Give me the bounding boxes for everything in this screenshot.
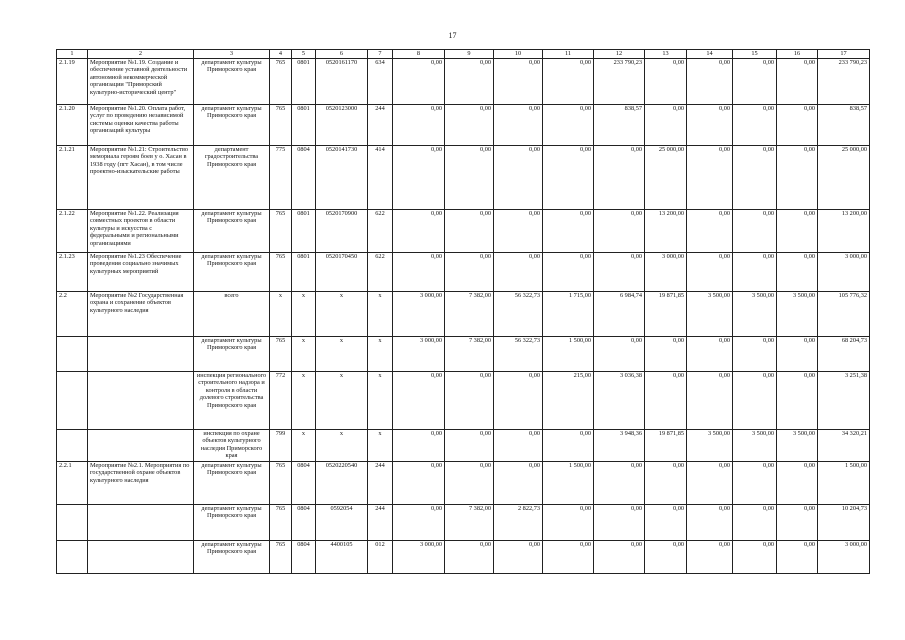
row-code-cell <box>57 371 88 429</box>
row-ministry-code-cell: 765 <box>270 252 292 291</box>
page-number: 17 <box>448 31 457 40</box>
row-code-cell: 2.2 <box>57 291 88 336</box>
row-name-cell <box>88 336 194 371</box>
row-amount-cell: 0,00 <box>687 104 733 145</box>
row-amount-cell: 56 322,73 <box>494 336 543 371</box>
column-header: 10 <box>494 50 543 59</box>
row-executor-cell: инспекция по охране объектов культурного наследия Приморского края <box>194 429 270 461</box>
column-header: 14 <box>687 50 733 59</box>
row-ministry-code-cell: 765 <box>270 461 292 504</box>
row-amount-cell: 0,00 <box>594 145 645 209</box>
row-amount-cell: 0,00 <box>393 209 445 252</box>
row-expense-type-cell: 012 <box>368 540 393 573</box>
row-expense-type-cell: 244 <box>368 461 393 504</box>
row-expense-type-cell: 414 <box>368 145 393 209</box>
table-row <box>57 252 870 291</box>
column-header: 8 <box>393 50 445 59</box>
row-executor-cell: департамент культуры Приморского края <box>194 209 270 252</box>
row-name-cell: Мероприятие №1.22. Реализация совместных проектов в области культуры и искусства с федеральными и региональными организациями <box>88 209 194 252</box>
row-amount-cell: 0,00 <box>687 371 733 429</box>
row-amount-cell: 0,00 <box>687 504 733 540</box>
row-amount-cell: 0,00 <box>594 252 645 291</box>
row-amount-cell: 0,00 <box>777 336 818 371</box>
column-header: 16 <box>777 50 818 59</box>
row-expense-type-cell: x <box>368 429 393 461</box>
row-amount-cell: 0,00 <box>594 209 645 252</box>
row-amount-cell: 0,00 <box>645 336 687 371</box>
row-section-code-cell: x <box>292 371 316 429</box>
row-ministry-code-cell: 765 <box>270 540 292 573</box>
row-amount-cell: 838,57 <box>594 104 645 145</box>
row-target-article-cell: 0520123000 <box>316 104 368 145</box>
row-amount-cell: 2 822,73 <box>494 504 543 540</box>
row-amount-cell: 0,00 <box>687 540 733 573</box>
row-amount-cell: 0,00 <box>393 429 445 461</box>
table-row <box>57 104 870 145</box>
row-section-code-cell: 0801 <box>292 58 316 104</box>
table-row <box>57 58 870 104</box>
row-amount-cell: 0,00 <box>733 540 777 573</box>
row-amount-cell: 0,00 <box>733 336 777 371</box>
row-amount-cell: 0,00 <box>494 429 543 461</box>
row-name-cell <box>88 429 194 461</box>
row-amount-cell: 3 948,36 <box>594 429 645 461</box>
row-amount-cell: 0,00 <box>494 104 543 145</box>
row-amount-cell: 0,00 <box>445 371 494 429</box>
row-amount-cell: 0,00 <box>494 371 543 429</box>
row-target-article-cell: x <box>316 371 368 429</box>
row-amount-cell: 3 500,00 <box>777 429 818 461</box>
row-amount-cell: 0,00 <box>645 540 687 573</box>
row-target-article-cell: 0520170450 <box>316 252 368 291</box>
row-amount-cell: 0,00 <box>733 58 777 104</box>
row-section-code-cell: x <box>292 336 316 371</box>
table-row <box>57 336 870 371</box>
row-code-cell <box>57 540 88 573</box>
row-expense-type-cell: 244 <box>368 104 393 145</box>
column-header: 13 <box>645 50 687 59</box>
row-amount-cell: 0,00 <box>594 336 645 371</box>
row-section-code-cell: 0801 <box>292 104 316 145</box>
column-header: 12 <box>594 50 645 59</box>
row-amount-cell: 3 000,00 <box>818 540 870 573</box>
row-amount-cell: 105 776,32 <box>818 291 870 336</box>
row-expense-type-cell: x <box>368 291 393 336</box>
row-amount-cell: 0,00 <box>687 209 733 252</box>
row-amount-cell: 0,00 <box>393 504 445 540</box>
row-code-cell: 2.1.23 <box>57 252 88 291</box>
row-amount-cell: 233 790,23 <box>818 58 870 104</box>
row-amount-cell: 0,00 <box>645 371 687 429</box>
row-amount-cell: 0,00 <box>687 336 733 371</box>
budget-table <box>56 49 870 574</box>
row-section-code-cell: x <box>292 429 316 461</box>
row-executor-cell: департамент культуры Приморского края <box>194 540 270 573</box>
row-amount-cell: 0,00 <box>543 209 594 252</box>
row-executor-cell: всего <box>194 291 270 336</box>
row-executor-cell: департамент культуры Приморского края <box>194 252 270 291</box>
row-target-article-cell: x <box>316 336 368 371</box>
row-amount-cell: 1 715,00 <box>543 291 594 336</box>
row-amount-cell: 3 000,00 <box>393 540 445 573</box>
row-expense-type-cell: x <box>368 371 393 429</box>
row-amount-cell: 0,00 <box>777 209 818 252</box>
row-code-cell <box>57 336 88 371</box>
row-amount-cell: 19 871,85 <box>645 429 687 461</box>
row-amount-cell: 0,00 <box>687 461 733 504</box>
row-amount-cell: 1 500,00 <box>543 461 594 504</box>
row-expense-type-cell: 244 <box>368 504 393 540</box>
row-amount-cell: 0,00 <box>393 252 445 291</box>
row-amount-cell: 0,00 <box>393 145 445 209</box>
row-amount-cell: 3 500,00 <box>777 291 818 336</box>
row-target-article-cell: 0520141730 <box>316 145 368 209</box>
row-ministry-code-cell: 765 <box>270 336 292 371</box>
row-section-code-cell: 0801 <box>292 209 316 252</box>
row-amount-cell: 0,00 <box>645 461 687 504</box>
row-expense-type-cell: 622 <box>368 252 393 291</box>
column-header: 1 <box>57 50 88 59</box>
row-amount-cell: 0,00 <box>445 429 494 461</box>
column-header: 11 <box>543 50 594 59</box>
row-amount-cell: 0,00 <box>733 252 777 291</box>
column-header: 17 <box>818 50 870 59</box>
row-name-cell: Мероприятие №2.1. Мероприятия по государственной охране объектов культурного наследия <box>88 461 194 504</box>
row-amount-cell: 0,00 <box>733 209 777 252</box>
table-row <box>57 209 870 252</box>
row-target-article-cell: x <box>316 429 368 461</box>
row-executor-cell: департамент культуры Приморского края <box>194 336 270 371</box>
row-amount-cell: 0,00 <box>393 58 445 104</box>
row-amount-cell: 3 000,00 <box>818 252 870 291</box>
row-ministry-code-cell: 765 <box>270 209 292 252</box>
row-expense-type-cell: 634 <box>368 58 393 104</box>
row-executor-cell: департамент культуры Приморского края <box>194 461 270 504</box>
row-name-cell: Мероприятие №1.19. Создание и обеспечение уставной деятельности автономной некоммерческой организации "Приморский культурно-исторический центр" <box>88 58 194 104</box>
row-amount-cell: 1 500,00 <box>818 461 870 504</box>
row-amount-cell: 0,00 <box>543 252 594 291</box>
row-amount-cell: 0,00 <box>645 104 687 145</box>
row-amount-cell: 0,00 <box>543 145 594 209</box>
row-amount-cell: 0,00 <box>733 504 777 540</box>
row-target-article-cell: 0520170900 <box>316 209 368 252</box>
row-amount-cell: 0,00 <box>494 461 543 504</box>
row-amount-cell: 1 500,00 <box>543 336 594 371</box>
row-amount-cell: 0,00 <box>445 58 494 104</box>
row-amount-cell: 25 000,00 <box>818 145 870 209</box>
row-amount-cell: 0,00 <box>687 145 733 209</box>
table-row <box>57 540 870 573</box>
row-amount-cell: 13 200,00 <box>645 209 687 252</box>
row-amount-cell: 7 382,00 <box>445 336 494 371</box>
row-target-article-cell: 4400105 <box>316 540 368 573</box>
row-amount-cell: 3 500,00 <box>687 429 733 461</box>
row-ministry-code-cell: 765 <box>270 504 292 540</box>
row-code-cell: 2.1.21 <box>57 145 88 209</box>
row-name-cell <box>88 504 194 540</box>
row-target-article-cell: 0520220540 <box>316 461 368 504</box>
row-expense-type-cell: 622 <box>368 209 393 252</box>
row-amount-cell: 7 382,00 <box>445 504 494 540</box>
row-executor-cell: департамент культуры Приморского края <box>194 104 270 145</box>
row-amount-cell: 0,00 <box>777 371 818 429</box>
row-code-cell <box>57 504 88 540</box>
row-code-cell: 2.1.19 <box>57 58 88 104</box>
row-expense-type-cell: x <box>368 336 393 371</box>
row-amount-cell: 0,00 <box>594 540 645 573</box>
row-target-article-cell: 0592054 <box>316 504 368 540</box>
row-amount-cell: 838,57 <box>818 104 870 145</box>
table-body <box>57 58 870 573</box>
row-amount-cell: 0,00 <box>594 461 645 504</box>
row-amount-cell: 0,00 <box>445 104 494 145</box>
row-code-cell <box>57 429 88 461</box>
row-ministry-code-cell: 799 <box>270 429 292 461</box>
row-amount-cell: 0,00 <box>445 252 494 291</box>
row-amount-cell: 0,00 <box>733 461 777 504</box>
row-amount-cell: 0,00 <box>445 209 494 252</box>
row-amount-cell: 0,00 <box>594 504 645 540</box>
table-row <box>57 461 870 504</box>
row-amount-cell: 3 000,00 <box>393 336 445 371</box>
row-amount-cell: 25 000,00 <box>645 145 687 209</box>
row-executor-cell: департамент культуры Приморского края <box>194 504 270 540</box>
row-amount-cell: 34 320,21 <box>818 429 870 461</box>
column-header: 9 <box>445 50 494 59</box>
row-section-code-cell: 0804 <box>292 504 316 540</box>
row-amount-cell: 0,00 <box>494 540 543 573</box>
table-row <box>57 504 870 540</box>
row-amount-cell: 0,00 <box>393 104 445 145</box>
row-section-code-cell: 0804 <box>292 461 316 504</box>
row-amount-cell: 0,00 <box>494 209 543 252</box>
column-header: 15 <box>733 50 777 59</box>
row-amount-cell: 3 036,38 <box>594 371 645 429</box>
column-header: 7 <box>368 50 393 59</box>
row-amount-cell: 0,00 <box>777 104 818 145</box>
table-row <box>57 429 870 461</box>
row-amount-cell: 0,00 <box>777 58 818 104</box>
row-section-code-cell: x <box>292 291 316 336</box>
column-header: 3 <box>194 50 270 59</box>
row-ministry-code-cell: x <box>270 291 292 336</box>
row-amount-cell: 7 382,00 <box>445 291 494 336</box>
row-target-article-cell: 0520161170 <box>316 58 368 104</box>
column-header: 2 <box>88 50 194 59</box>
row-code-cell: 2.1.20 <box>57 104 88 145</box>
row-amount-cell: 3 000,00 <box>393 291 445 336</box>
row-amount-cell: 19 871,85 <box>645 291 687 336</box>
row-amount-cell: 0,00 <box>494 252 543 291</box>
row-name-cell: Мероприятие №1.23 Обеспечение проведения социально значимых культурных мероприятий <box>88 252 194 291</box>
row-amount-cell: 3 500,00 <box>733 429 777 461</box>
row-amount-cell: 0,00 <box>733 104 777 145</box>
row-amount-cell: 0,00 <box>645 58 687 104</box>
row-ministry-code-cell: 765 <box>270 104 292 145</box>
row-name-cell: Мероприятие №1.21: Строительство мемориала героям боев у о. Хасан в 1938 году (пгт Хасан), в том числе проектно-изыскательские работы <box>88 145 194 209</box>
row-name-cell: Мероприятие №2 Государственная охрана и сохранение объектов культурного наследия <box>88 291 194 336</box>
row-section-code-cell: 0801 <box>292 252 316 291</box>
column-header: 6 <box>316 50 368 59</box>
row-executor-cell: инспекция регионального строительного надзора и контроля в области долевого строительства Приморского края <box>194 371 270 429</box>
row-amount-cell: 0,00 <box>543 429 594 461</box>
row-ministry-code-cell: 772 <box>270 371 292 429</box>
row-amount-cell: 0,00 <box>445 540 494 573</box>
row-amount-cell: 56 322,73 <box>494 291 543 336</box>
row-amount-cell: 0,00 <box>543 104 594 145</box>
row-amount-cell: 0,00 <box>445 145 494 209</box>
table-row <box>57 371 870 429</box>
row-amount-cell: 10 204,73 <box>818 504 870 540</box>
header-row <box>57 50 870 59</box>
row-amount-cell: 0,00 <box>543 58 594 104</box>
row-executor-cell: департамент культуры Приморского края <box>194 58 270 104</box>
row-section-code-cell: 0804 <box>292 540 316 573</box>
row-amount-cell: 0,00 <box>777 252 818 291</box>
row-amount-cell: 0,00 <box>645 504 687 540</box>
row-amount-cell: 0,00 <box>393 371 445 429</box>
row-ministry-code-cell: 765 <box>270 58 292 104</box>
row-name-cell <box>88 371 194 429</box>
row-amount-cell: 0,00 <box>494 58 543 104</box>
row-amount-cell: 0,00 <box>733 371 777 429</box>
row-amount-cell: 0,00 <box>777 540 818 573</box>
row-amount-cell: 0,00 <box>777 504 818 540</box>
row-amount-cell: 0,00 <box>687 58 733 104</box>
row-name-cell <box>88 540 194 573</box>
row-ministry-code-cell: 775 <box>270 145 292 209</box>
table-row <box>57 291 870 336</box>
row-executor-cell: департамент градостроительства Приморского края <box>194 145 270 209</box>
row-code-cell: 2.1.22 <box>57 209 88 252</box>
row-target-article-cell: x <box>316 291 368 336</box>
row-amount-cell: 3 500,00 <box>733 291 777 336</box>
column-header: 5 <box>292 50 316 59</box>
row-amount-cell: 0,00 <box>777 145 818 209</box>
column-header: 4 <box>270 50 292 59</box>
row-amount-cell: 13 200,00 <box>818 209 870 252</box>
row-amount-cell: 3 500,00 <box>687 291 733 336</box>
row-section-code-cell: 0804 <box>292 145 316 209</box>
row-amount-cell: 68 204,73 <box>818 336 870 371</box>
row-amount-cell: 0,00 <box>777 461 818 504</box>
row-amount-cell: 0,00 <box>543 540 594 573</box>
row-amount-cell: 0,00 <box>445 461 494 504</box>
row-amount-cell: 3 000,00 <box>645 252 687 291</box>
row-name-cell: Мероприятие №1.20. Оплата работ, услуг по проведению независимой системы оценки качества работы организаций культуры <box>88 104 194 145</box>
row-amount-cell: 6 984,74 <box>594 291 645 336</box>
table-row <box>57 145 870 209</box>
row-amount-cell: 233 790,23 <box>594 58 645 104</box>
row-code-cell: 2.2.1 <box>57 461 88 504</box>
row-amount-cell: 0,00 <box>733 145 777 209</box>
row-amount-cell: 0,00 <box>687 252 733 291</box>
row-amount-cell: 0,00 <box>543 504 594 540</box>
row-amount-cell: 0,00 <box>494 145 543 209</box>
row-amount-cell: 3 251,38 <box>818 371 870 429</box>
row-amount-cell: 0,00 <box>393 461 445 504</box>
row-amount-cell: 215,00 <box>543 371 594 429</box>
